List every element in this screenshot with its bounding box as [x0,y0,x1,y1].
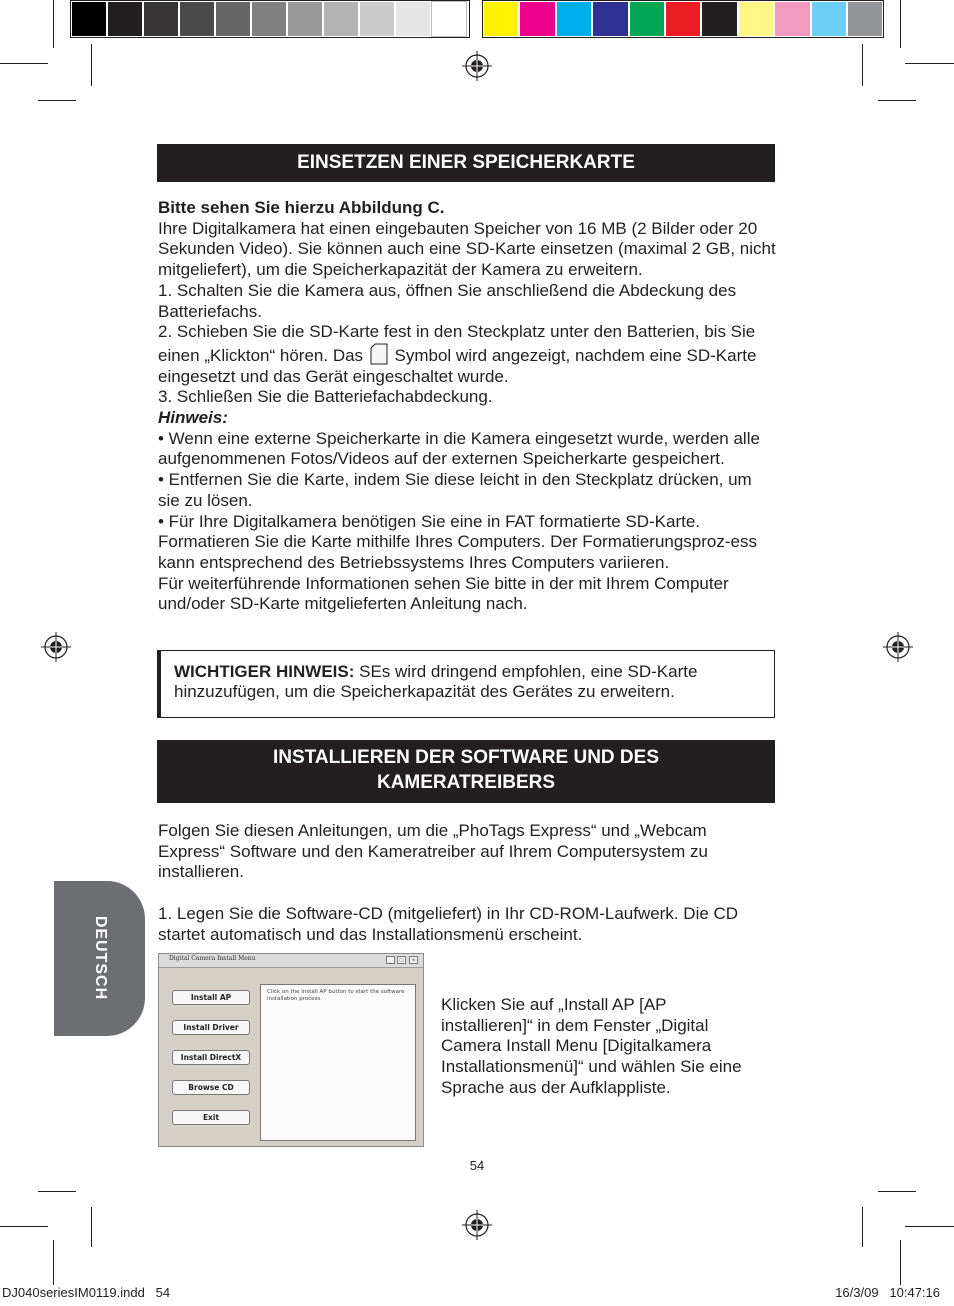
step-2 [158,322,778,387]
color-swatch [396,2,430,36]
language-side-tab-label: DEUTSCH [92,915,109,1001]
install-info-panel [260,984,416,1141]
color-swatch [288,2,322,36]
color-swatch [702,2,736,36]
registration-target-icon [883,632,913,662]
footer-timestamp: 16/3/09 10:47:16 [835,1285,940,1300]
color-swatch [252,2,286,36]
maximize-icon[interactable]: □ [397,956,406,964]
install-driver-button[interactable]: Install Driver [172,1020,250,1035]
registration-target-icon [41,632,71,662]
color-swatch [432,2,466,36]
install-caption: Klicken Sie auf „Install AP [AP installieren]“ in dem Fenster „Digital Camera Install Menu [Digitalkamera Installationsmenü]“ und wählen Sie eine Sprache aus der Aufklappliste. [441,995,742,1097]
crop-mark [900,0,901,48]
registration-target-icon [462,1210,492,1240]
color-swatch [144,2,178,36]
important-notice-box [157,650,775,718]
color-swatch [484,2,518,36]
notice-label: WICHTIGER HINWEIS: [174,662,355,681]
color-swatch [216,2,250,36]
notice-body: SEs wird dringend empfohlen, eine SD-Karte hinzuzufügen, um die Speicherkapazität des Gerätes zu erweitern. [174,662,698,701]
color-swatch [848,2,882,36]
browse-cd-button[interactable]: Browse CD [172,1080,250,1095]
crop-mark [38,100,76,101]
install-info-text: Click on the Install AP button to start the software installation process. [267,989,405,1002]
crop-mark [0,63,48,64]
color-swatch [360,2,394,36]
spacer [158,883,758,904]
notice-box-edge [158,651,161,717]
crop-mark [878,100,916,101]
close-icon[interactable]: × [409,956,418,964]
color-swatch [108,2,142,36]
color-swatch [72,2,106,36]
paragraph: Ihre Digitalkamera hat einen eingebauten Speicher von 16 MB (2 Bilder oder 20 Sekunden Video). Sie können auch eine SD-Karte einsetzen (maximal 2 GB, nicht mitgeliefert), um die Speicherkapazität der Kamera zu erweitern. [158,218,776,280]
exit-button[interactable]: Exit [172,1110,250,1125]
color-swatch [520,2,554,36]
install-window-title: Digital Camera Install Menu [169,955,256,962]
step-2-text-b: Symbol wird angezeigt, nachdem eine SD-Karte eingesetzt und das Gerät eingeschaltet wurde. [158,345,757,386]
section-header-line-1: INSTALLIEREN DER SOFTWARE UND DES [273,747,659,768]
crop-mark [53,0,54,48]
color-swatch [739,2,773,36]
install-ap-button[interactable]: Install AP [172,990,250,1005]
lead-text: Bitte sehen Sie hierzu Abbildung C. [158,198,445,217]
color-swatch [180,2,214,36]
color-swatch [557,2,591,36]
color-swatch [324,2,358,36]
page-number: 54 [469,1158,485,1173]
hint-label: Hinweis: [158,408,228,428]
crop-mark [905,63,954,64]
section-body-software [158,821,758,945]
crop-mark [862,1207,863,1247]
color-swatch [812,2,846,36]
step-2-text-a: 2. Schieben Sie die SD-Karte fest in den Steckplatz unter den Batterien, bis Sie einen „Klickton“ hören. Das [158,322,756,365]
crop-mark [38,1191,76,1192]
crop-mark [91,44,92,86]
section-header-line-2: KAMERATREIBERS [376,772,556,793]
color-swatch [630,2,664,36]
install-directx-button[interactable]: Install DirectX [172,1050,250,1065]
step-1: 1. Schalten Sie die Kamera aus, öffnen Sie anschließend die Abdeckung des Batteriefachs. [158,280,737,321]
software-step-1: 1. Legen Sie die Software-CD (mitgeliefert) in Ihr CD-ROM-Laufwerk. Die CD startet automatisch und das Installationsmenü erscheint. [158,903,739,944]
crop-mark [91,1207,92,1247]
crop-mark [0,1226,48,1227]
footer-filename: DJ040seriesIM0119.indd 54 [2,1285,171,1300]
bullet-1: • Wenn eine externe Speicherkarte in die Kamera eingesetzt wurde, werden alle aufgenommenen Fotos/Videos auf der externen Speicherkarte gespeichert. [158,428,760,469]
step-3: 3. Schließen Sie die Batteriefachabdeckung. [158,387,493,407]
sd-card-icon [370,343,388,365]
color-swatch [775,2,809,36]
section-body-speicherkarte [158,198,778,615]
important-notice-text [174,662,764,702]
crop-mark [862,44,863,86]
install-menu-screenshot [158,953,424,1147]
software-intro: Folgen Sie diesen Anleitungen, um die „PhoTags Express“ und „Webcam Express“ Software und den Kameratreiber auf Ihrem Computersystem zu installieren. [158,821,708,882]
color-swatch [593,2,627,36]
bullet-3: • Für Ihre Digitalkamera benötigen Sie eine in FAT formatierte SD-Karte. Formatieren Sie die Karte mithilfe Ihres Computers. Der Formatierungsproz-ess kann entsprechend des Betriebssystems Ihres Computers variieren. [158,511,757,572]
minimize-icon[interactable]: _ [386,956,395,964]
section-header-software [157,740,775,803]
crop-mark [53,1240,54,1285]
section-header-speicherkarte: EINSETZEN EINER SPEICHERKARTE [157,144,775,182]
install-window-titlebar [159,954,423,968]
crop-mark [905,1226,954,1227]
crop-mark [878,1191,916,1192]
color-swatch [666,2,700,36]
bullet-2: • Entfernen Sie die Karte, indem Sie diese leicht in den Steckplatz drücken, um sie zu lösen. [158,470,752,510]
crop-mark [900,1240,901,1285]
more-info: Für weiterführende Informationen sehen Sie bitte in der mit Ihrem Computer und/oder SD-Karte mitgelieferten Anleitung nach. [158,573,729,614]
registration-target-icon [462,51,492,81]
